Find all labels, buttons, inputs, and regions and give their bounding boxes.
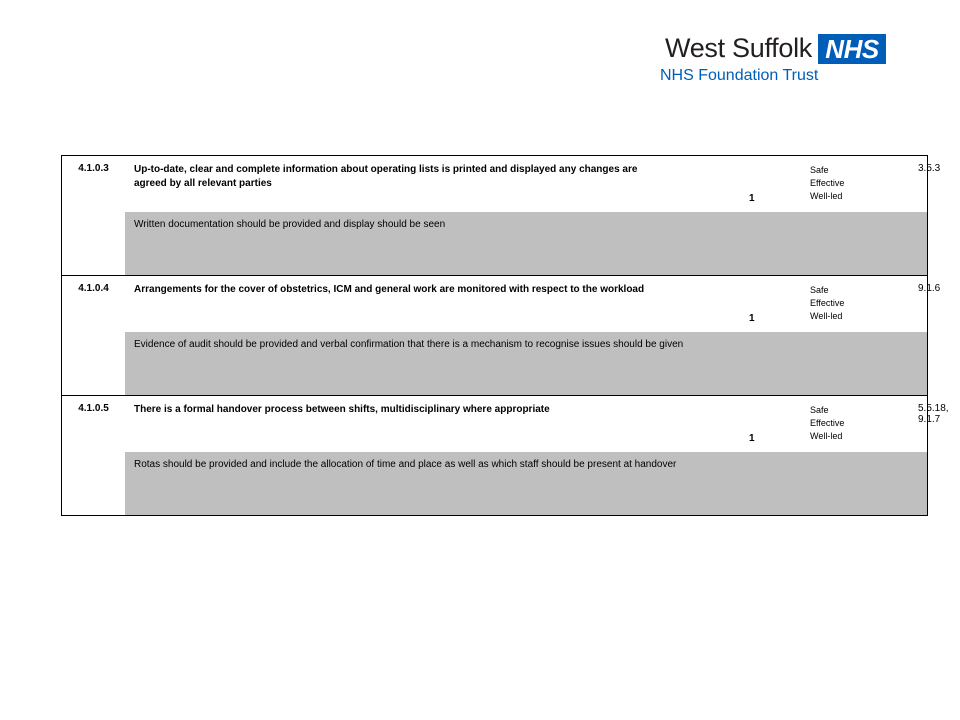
domain-item: Well-led [810,431,843,441]
nhs-trust-logo [660,33,890,85]
domain-item: Well-led [810,311,843,321]
evidence-text: Rotas should be provided and include the allocation of time and place as well as which staff should be present at handover [125,452,809,516]
logo-trust-name: NHS Foundation Trust [660,67,819,84]
reference: 3.5.3 [918,163,941,174]
domain-list [809,396,918,453]
domain-item: Effective [810,298,845,308]
standard-id: 4.1.0.5 [78,403,109,414]
evidence-row [62,332,928,396]
standard-text: Up-to-date, clear and complete information about operating lists is printed and displayed any changes are agreed by all relevant parties [134,164,638,189]
standard-id: 4.1.0.4 [78,283,109,294]
nhs-badge: NHS [818,34,886,64]
standard-id-cell [62,396,126,516]
standard-text: Arrangements for the cover of obstetrics, ICM and general work are monitored with respect to the workload [134,284,645,295]
score-value: 1 [749,313,755,324]
standards-table [61,155,949,516]
table-row [62,396,928,453]
score-value: 1 [749,433,755,444]
standard-text: There is a formal handover process between shifts, multidisciplinary where appropriate [134,404,550,415]
standard-id-cell [62,156,126,276]
standard-id-cell [62,276,126,396]
evidence-row [62,452,928,516]
logo-org-name: West Suffolk [665,33,812,63]
evidence-text: Written documentation should be provided and display should be seen [125,212,809,276]
domain-item: Safe [810,165,829,175]
table-row [62,156,928,213]
evidence-row [62,212,928,276]
reference: 9.1.6 [918,283,941,294]
domain-item: Safe [810,405,829,415]
standard-id: 4.1.0.3 [78,163,109,174]
reference: 5.5.18, 9.1.7 [918,403,949,425]
table-row [62,276,928,333]
score-value: 1 [749,193,755,204]
domain-item: Effective [810,178,845,188]
score-cell [679,156,809,213]
domain-item: Well-led [810,191,843,201]
domain-list [809,276,918,333]
domain-item: Effective [810,418,845,428]
score-cell [679,276,809,333]
domain-list [809,156,918,213]
score-cell [679,396,809,453]
domain-item: Safe [810,285,829,295]
evidence-text: Evidence of audit should be provided and verbal confirmation that there is a mechanism to recognise issues should be given [125,332,809,396]
